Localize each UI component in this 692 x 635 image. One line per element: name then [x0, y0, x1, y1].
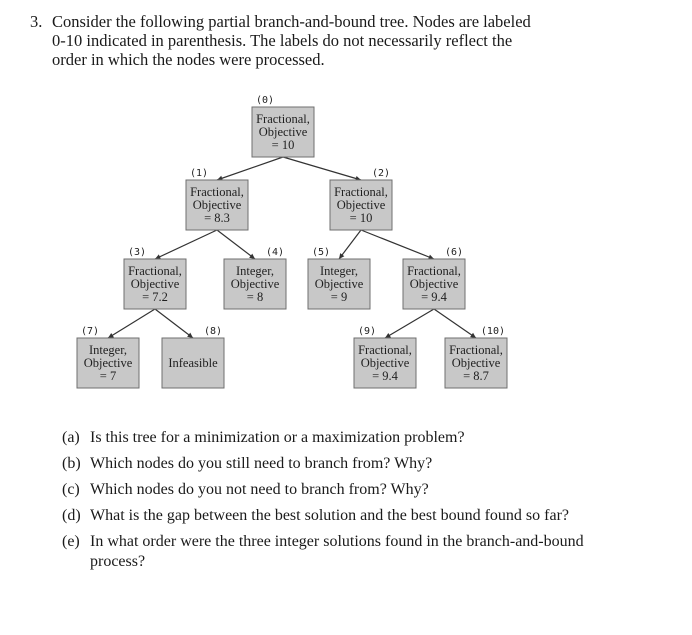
tree-edges — [108, 157, 476, 338]
node-text: = 10 — [271, 138, 295, 152]
node-text: = 7 — [99, 369, 117, 383]
node-text: Objective — [451, 356, 501, 370]
node-id-label: (2) — [371, 168, 390, 179]
tree-node — [124, 247, 186, 309]
node-id-label: (8) — [203, 326, 222, 337]
tree-node — [403, 247, 465, 309]
node-text: Fractional, — [190, 185, 244, 199]
tree-nodes — [77, 95, 507, 388]
tree-edge — [385, 309, 434, 338]
tree-edge — [339, 230, 361, 259]
tree-node — [162, 326, 224, 388]
intro-line: 0-10 indicated in parenthesis. The labels do not necessarily reflect the — [52, 31, 513, 50]
question-text: In what order were the three integer solutions found in the branch-and-bound process? — [90, 533, 584, 570]
intro-line: Consider the following partial branch-and-bound tree. Nodes are labeled — [52, 12, 531, 31]
node-id-label: (0) — [256, 95, 275, 106]
node-text: Objective — [314, 277, 364, 291]
tree-node — [354, 326, 416, 388]
question-d — [62, 506, 592, 526]
arrowhead-icon — [470, 333, 476, 338]
node-text: = 8.7 — [463, 369, 489, 383]
node-id-label: (6) — [444, 247, 463, 258]
node-text: = 7.2 — [142, 290, 168, 304]
node-text: = 8 — [246, 290, 264, 304]
node-text: = 9.4 — [421, 290, 447, 304]
node-text: Objective — [409, 277, 459, 291]
question-c — [62, 480, 592, 500]
node-id-label: (10) — [480, 326, 505, 337]
tree-edge — [155, 309, 193, 338]
tree-node — [224, 247, 286, 309]
node-id-label: (1) — [190, 168, 209, 179]
node-text: Integer, — [88, 343, 128, 357]
node-text: = 9 — [330, 290, 348, 304]
tree-edge — [108, 309, 155, 338]
node-text: Fractional, — [128, 264, 182, 278]
node-text: Objective — [360, 356, 410, 370]
tree-node — [77, 326, 139, 388]
question-text: Which nodes do you still need to branch from? Why? — [90, 455, 433, 472]
node-text: Fractional, — [449, 343, 503, 357]
question-text: Is this tree for a minimization or a maximization problem? — [90, 429, 465, 446]
question-list — [62, 428, 592, 578]
question-b — [62, 454, 592, 474]
node-text: Objective — [192, 198, 242, 212]
tree-node — [445, 326, 507, 388]
node-text: Objective — [83, 356, 133, 370]
tree-edge — [434, 309, 476, 338]
node-text: Integer, — [235, 264, 275, 278]
node-text: Integer, — [319, 264, 359, 278]
node-text: = 9.4 — [372, 369, 398, 383]
node-text: Fractional, — [334, 185, 388, 199]
node-text: Objective — [336, 198, 386, 212]
node-id-label: (3) — [128, 247, 147, 258]
node-id-label: (4) — [265, 247, 284, 258]
tree-node — [186, 168, 248, 230]
tree-edge — [217, 157, 283, 180]
tree-node — [308, 247, 370, 309]
node-text: Fractional, — [358, 343, 412, 357]
tree-edge — [283, 157, 361, 180]
question-label: (b) — [62, 455, 81, 472]
question-text: Which nodes do you not need to branch from? Why? — [90, 481, 429, 498]
node-text: = 8.3 — [204, 211, 230, 225]
node-text: Fractional, — [407, 264, 461, 278]
tree-node — [330, 168, 392, 230]
tree-node — [252, 95, 314, 157]
node-id-label: (9) — [358, 326, 377, 337]
problem-number: 3. — [30, 12, 43, 31]
question-label: (d) — [62, 507, 81, 524]
question-label: (e) — [62, 533, 80, 550]
intro-line: order in which the nodes were processed. — [52, 50, 325, 69]
node-id-label: (5) — [312, 247, 331, 258]
question-e — [62, 532, 592, 572]
node-text: Infeasible — [168, 356, 218, 370]
node-text: Objective — [130, 277, 180, 291]
question-text: What is the gap between the best solution and the best bound found so far? — [90, 507, 569, 524]
question-label: (a) — [62, 429, 80, 446]
node-text: Fractional, — [256, 112, 310, 126]
tree-edge — [217, 230, 255, 259]
node-text: Objective — [230, 277, 280, 291]
question-label: (c) — [62, 481, 80, 498]
question-a — [62, 428, 592, 448]
node-text: = 10 — [349, 211, 373, 225]
tree-edge — [361, 230, 434, 259]
tree-edge — [155, 230, 217, 259]
node-id-label: (7) — [81, 326, 100, 337]
node-text: Objective — [258, 125, 308, 139]
